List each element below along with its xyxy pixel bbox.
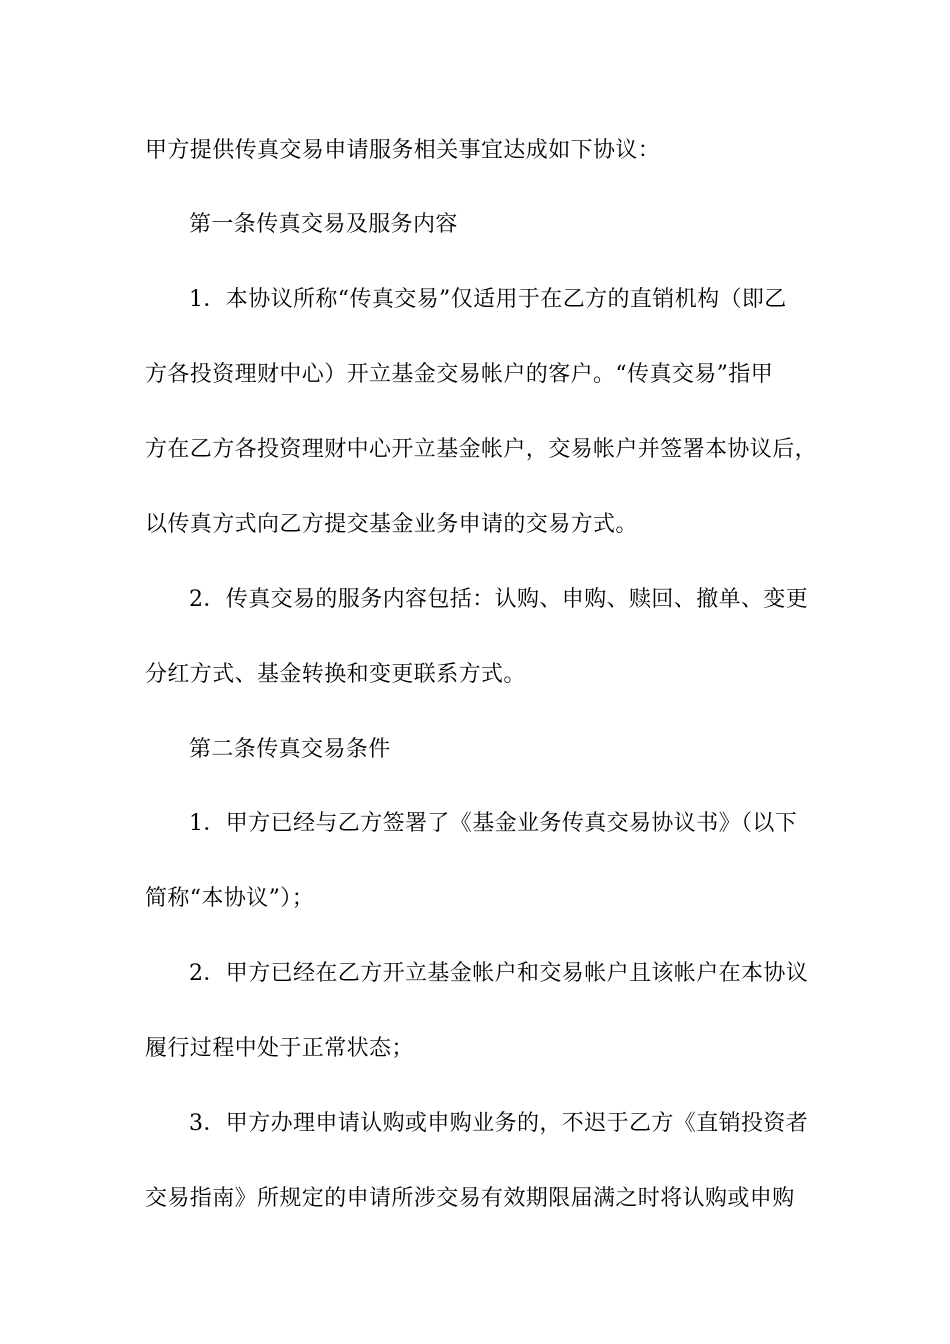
section-heading: 第二条传真交易条件	[189, 737, 391, 762]
paragraph-line: 2．传真交易的服务内容包括：认购、申购、赎回、撤单、变更	[189, 587, 809, 612]
paragraph-line: 1．甲方已经与乙方签署了《基金业务传真交易协议书》（以下	[189, 811, 798, 836]
paragraph-line: 以传真方式向乙方提交基金业务申请的交易方式。	[145, 512, 638, 537]
paragraph-line: 履行过程中处于正常状态；	[145, 1036, 414, 1061]
paragraph-line: 3．甲方办理申请认购或申购业务的，不迟于乙方《直销投资者	[189, 1111, 809, 1136]
paragraph-line: 分红方式、基金转换和变更联系方式。	[145, 662, 526, 687]
paragraph-line: 2．甲方已经在乙方开立基金帐户和交易帐户且该帐户在本协议	[189, 961, 809, 986]
section-heading: 第一条传真交易及服务内容	[189, 212, 458, 237]
paragraph-line: 方各投资理财中心）开立基金交易帐户的客户。“传真交易”指甲	[145, 362, 774, 387]
paragraph-line: 交易指南》所规定的申请所涉交易有效期限届满之时将认购或申购	[145, 1186, 795, 1211]
paragraph-line: 简称“本协议”）；	[145, 886, 315, 911]
paragraph-line: 方在乙方各投资理财中心开立基金帐户，交易帐户并签署本协议后，	[145, 437, 818, 462]
paragraph-line: 甲方提供传真交易申请服务相关事宜达成如下协议：	[145, 138, 661, 163]
paragraph-line: 1．本协议所称“传真交易”仅适用于在乙方的直销机构（即乙	[189, 287, 787, 312]
